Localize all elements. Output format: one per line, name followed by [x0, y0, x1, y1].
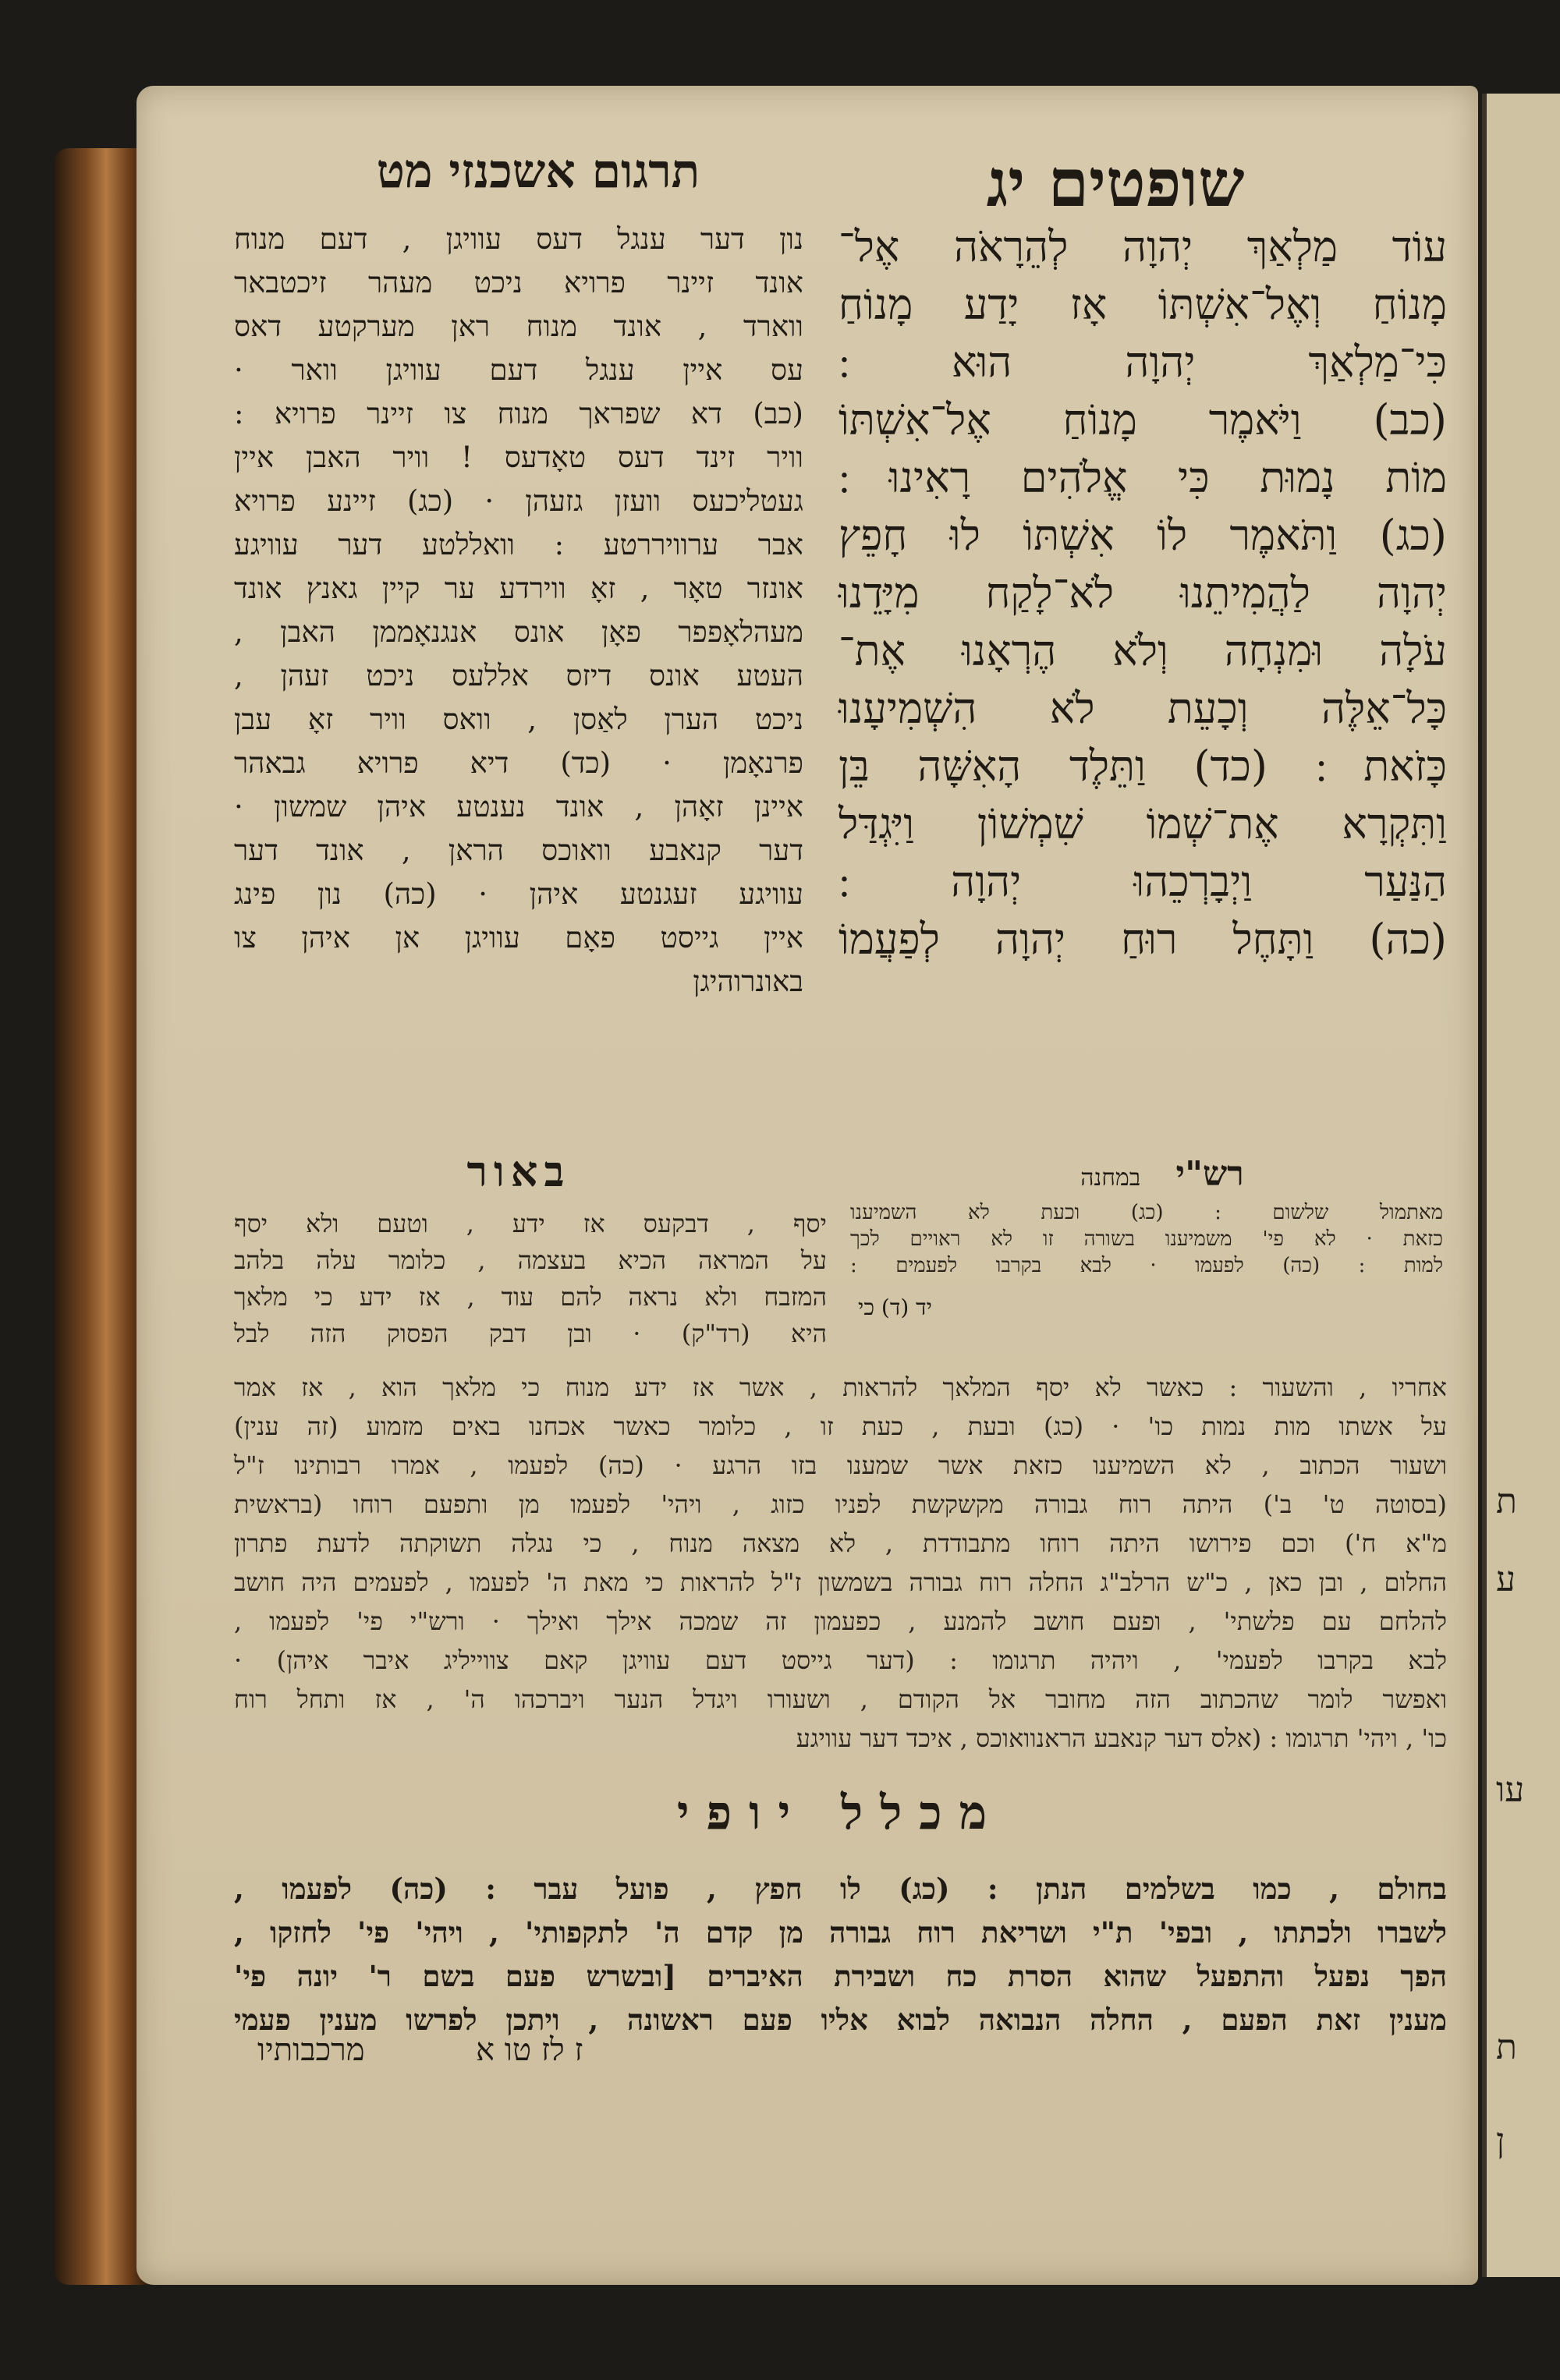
verse-line: (כה) וַתָּחֶל רוּחַ יְהוָה לְפַעֲמוֹ — [838, 915, 1447, 964]
verse-line: כָּזֹאת ׃ (כד) וַתֵּלֶד הָאִשָּׁה בֵּן — [838, 742, 1447, 791]
facing-page-fragment: עו — [1496, 1770, 1525, 1810]
catchword: מרכבותיו — [257, 2032, 365, 2068]
targum-line: מעהלאָפפר פאָן אונס אנגנאָממן האבן , — [234, 615, 803, 649]
facing-page-edge — [1482, 94, 1560, 2277]
rashi-line: כזאת · לא פי' משמיענו בשורה זו לא ראויים לכך — [850, 1227, 1443, 1251]
targum-line: דער קנאבע וואוכס הראן , אונד דער — [234, 834, 803, 867]
targum-line: פרנאָמן · (כד) דיא פרויא גבאהר — [234, 746, 803, 780]
verse-line: יְהוָה לַהֲמִיתֵנוּ לֹא־לָקַח מִיָּדֵנוּ — [838, 568, 1447, 618]
targum-line: עוויגע זעגנטע איהן · (כה) נון פינג — [234, 877, 803, 911]
commentary-line: לבא בקרבו לפעמי' , ויהיה תרגומו : (דער גייסט דעם עוויגן קאם צווייליג איבר איהן) · — [234, 1645, 1447, 1675]
targum-line: ווארד , אונד מנוח ראן מערקטע דאס — [234, 310, 803, 343]
mikhlal-line: לשברו ולכתתו , ובפי' ת"י ושריאת רוח גבורה מן קדם ה' לתקפותי' , ויהי' פי' לחזקו , — [234, 1915, 1447, 1950]
book-binding — [55, 148, 148, 2285]
targum-line: עס איין ענגל דעם עוויגן וואר · — [234, 353, 803, 387]
commentary-line: (בסוטה ט' ב') היתה רוח גבורה מקשקשת לפניו כזוג , ויהי' לפעמו מן ותפעם רוחו (בראשית — [234, 1489, 1447, 1519]
targum-line: ניכט הערן לאַסן , וואס וויר זאָ עבן — [234, 703, 803, 736]
targum-column — [234, 222, 803, 1008]
rashi-marginal-note: יד (ד) כי — [858, 1294, 932, 1320]
targum-line: אונזר טאָר , זאָ ווירדע ער קיין גאנץ אונד — [234, 572, 803, 605]
facing-page-fragment: ן — [1496, 2121, 1505, 2161]
mikhlal-line: בחולם , כמו בשלמים הנתן : (כג) לו חפץ , פועל עבר : (כה) לפעמו , — [234, 1872, 1447, 1906]
commentary-line: כו' , ויהי' תרגומו : (אלס דער קנאבע הראנוואוכס , איכד דער עוויגע — [796, 1723, 1447, 1753]
biur-heading: באור — [466, 1146, 571, 1196]
targum-line: איין גייסט פאָם עוויגן אן איהן צו — [234, 921, 803, 954]
biur-line: היא (רד"ק) · ובן דבק הפסוק הזה לבל — [234, 1319, 827, 1348]
rashi-title: רש"י — [1175, 1154, 1244, 1194]
commentary-line: ושעור הכתוב , לא השמיענו כזאת אשר שמענו בזו הרגע · (כה) לפעמו , אמרו רבותינו ז"ל — [234, 1450, 1447, 1480]
targum-line: נון דער ענגל דעס עוויגן , דעם מנוח — [234, 222, 803, 256]
targum-line: העטע אונס דיזס אללעס ניכט זעהן , — [234, 659, 803, 692]
biur-line: יסף , דבקעס אז ידע , וטעם ולא יסף — [234, 1209, 827, 1238]
commentary-line: להלחם עם פלשתי' , ופעם חושב להמנע , כפעמון זה שמכה אילך ואילך · ורש"י פי' לפעמו , — [234, 1606, 1447, 1636]
targum-line: אונד זיינר פרויא ניכט מעהר זיכטבאר — [234, 266, 803, 299]
rashi-subtitle: במחנה — [1080, 1164, 1141, 1192]
rashi-commentary — [850, 1201, 1443, 1280]
commentary-line: ואפשר לומר שהכתוב הזה מחובר אל הקודם , ושעורו ויגדל הנער ויברכהו ה' , אז ותחל רוח — [234, 1684, 1447, 1714]
targum-line: וויר זינד דעס טאָדעס ! וויר האבן איין — [234, 441, 803, 474]
commentary-line: החלום , ובן כאן , כ"ש הרלב"ג החלה רוח גבורה בשמשון ז"ל להראות כי מאת ה' לפעמו , לפעמים היה חושב — [234, 1567, 1448, 1597]
running-header-targum: תרגום אשכנזי מט — [376, 144, 700, 199]
mikhlal-yofi-heading: מכלל יופי — [676, 1786, 1005, 1840]
targum-line: געטליכעס וועזן גזעהן · (כג) זיינע פרויא — [234, 484, 803, 518]
verse-line: וַתִּקְרָא אֶת־שְׁמוֹ שִׁמְשׁוֹן וַיִּגְדַּל — [838, 799, 1447, 848]
verse-line: (כב) וַיֹּאמֶר מָנוֹחַ אֶל־אִשְׁתּוֹ — [838, 395, 1447, 444]
verse-line: עֹלָה וּמִנְחָה וְלֹא הֶרְאָנוּ אֶת־ — [838, 626, 1447, 675]
biur-commentary — [234, 1209, 827, 1355]
running-header-book: שופטים יג — [986, 144, 1245, 221]
verse-line: מוֹת נָמוּת כִּי אֱלֹהִים רָאִינוּ ׃ — [838, 453, 1447, 502]
commentary-line: על אשתו מות נמות כו' · (כג) ובעת , כעת זו , כלומר כאשר אכחנו באים מזמוע (זה ענין) — [234, 1411, 1447, 1441]
signature-mark: ז לז טו א — [476, 2032, 583, 2068]
commentary-line: מ"א ח') וכם פירושו היתה רוחו מתבודדת , לא מצאה מנוח , כי נגלה תשוקתה לדעת פתרון — [234, 1528, 1447, 1558]
mikhlal-line: הפך נפעל והתפעל שהוא הסרת כח ושבירת האיברים [ובשרש פעם בשם ר' יונה פי' — [234, 1959, 1447, 1993]
verse-line: מָנוֹחַ וְאֶל־אִשְׁתּוֹ אָז יָדַע מָנוֹחַ — [838, 280, 1447, 329]
verse-line: עוֹד מַלְאַךְ יְהוָה לְהֵרָאֹה אֶל־ — [838, 222, 1447, 271]
rashi-line: למות : (כה) לפעמו · לבא בקרבו לפעמים : — [850, 1254, 1443, 1277]
facing-page-fragment: ת — [1496, 1482, 1517, 1521]
rashi-line: מאתמול שלשום : (כג) וכעת לא השמיענו — [850, 1201, 1443, 1224]
biur-line: על המראה הכיא בעצמה , כלומר עלה בלהב — [234, 1245, 827, 1275]
biur-commentary-continued — [234, 1372, 1447, 1762]
targum-line: (כב) דא שפראך מנוח צו זיינר פרויא : — [234, 397, 803, 430]
mikhlal-line: מענין זאת הפעם , החלה הנבואה לבוא אליו פעם ראשונה , ויתכן לפרשו מענין פעמי — [234, 2003, 1447, 2037]
verse-line: (כג) וַתֹּאמֶר לוֹ אִשְׁתּוֹ לוּ חָפֵץ — [838, 511, 1447, 560]
targum-line: איינן זאָהן , אונד נענטע איהן שמשון · — [234, 790, 803, 823]
verse-line: הַנַּעַר וַיְבָרְכֵהוּ יְהוָה ׃ — [838, 857, 1447, 906]
verse-line: כִּי־מַלְאַךְ יְהוָה הוּא ׃ — [838, 338, 1447, 387]
biur-line: המזבח ולא נראה להם עוד , אז ידע כי מלאך — [234, 1282, 827, 1312]
facing-page-fragment: ע — [1496, 1560, 1516, 1599]
targum-line: באונרוהיגן — [693, 965, 803, 998]
verse-column — [838, 222, 1447, 972]
rashi-heading — [889, 1154, 1435, 1194]
targum-line: אבר ערוויררטע : וואללטע דער עוויגע — [234, 528, 803, 561]
verse-line: כָּל־אֵלֶּה וְכָעֵת לֹא הִשְׁמִיעָנוּ — [838, 684, 1447, 733]
mikhlal-yofi-text — [234, 1872, 1447, 2046]
facing-page-fragment: ת — [1496, 2028, 1517, 2067]
commentary-line: אחריו , והשעור : כאשר לא יסף המלאך להראות , אשר אז ידע מנוח כי מלאך הוא , אז אמר — [234, 1372, 1448, 1402]
